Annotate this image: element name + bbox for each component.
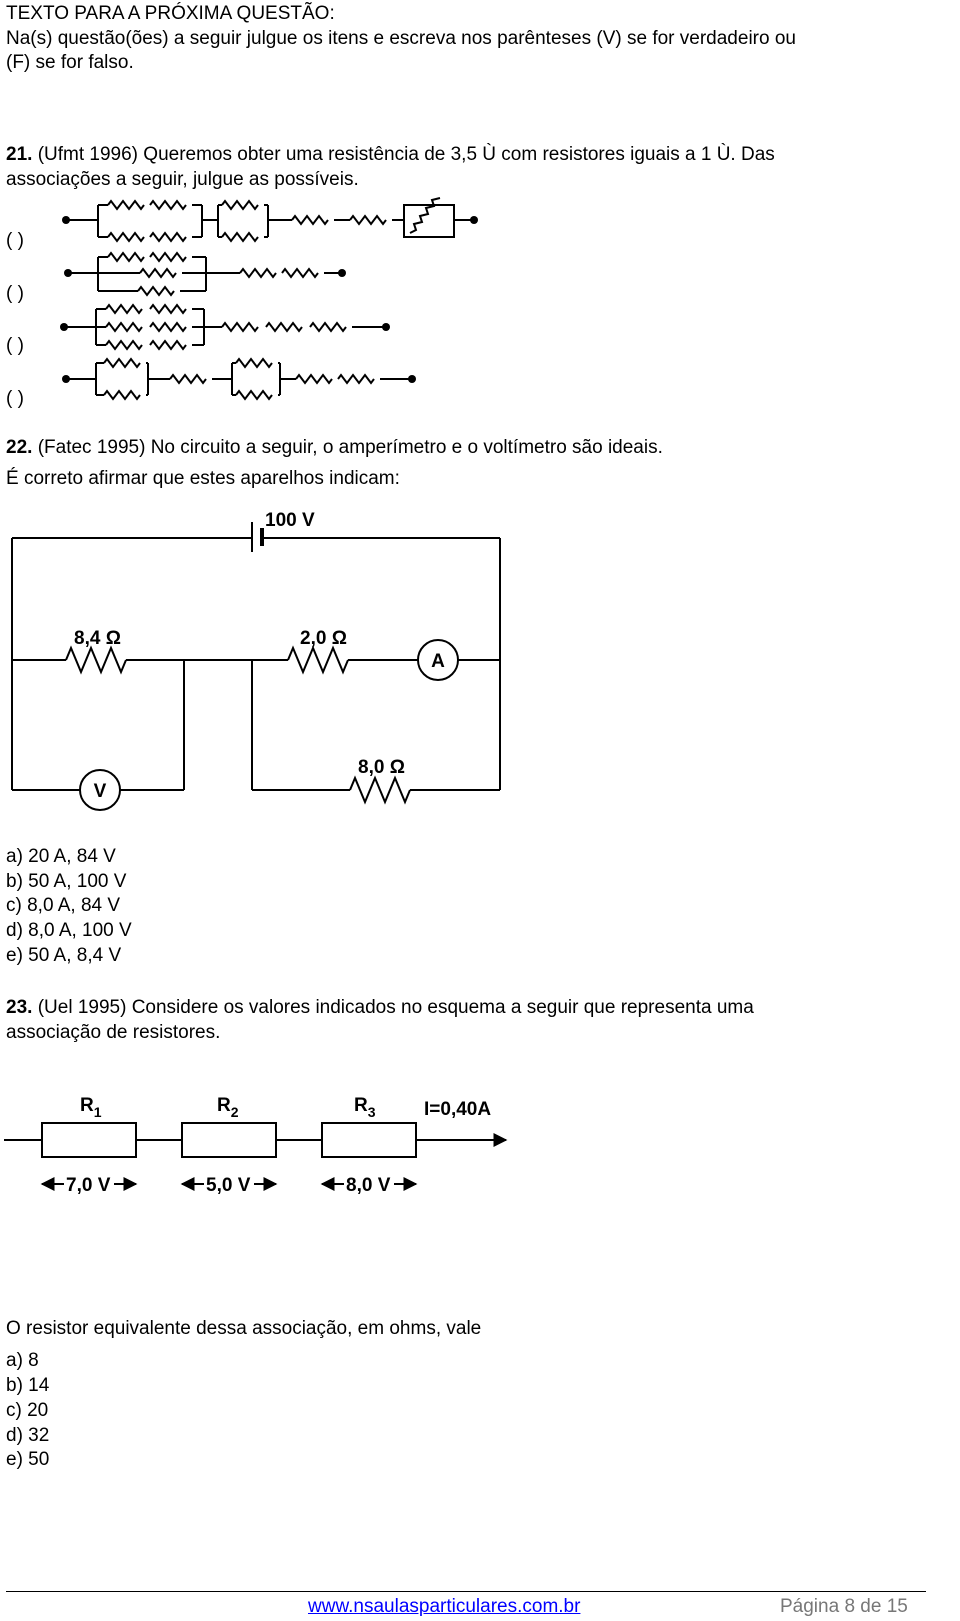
header-instruction: Na(s) questão(ões) a seguir julgue os itens e escreva nos parênteses (V) se for verdadeiro ou (6, 28, 796, 49)
v3-label: 8,0 V (346, 1175, 391, 1196)
q23-option-b[interactable]: b) 14 (6, 1375, 50, 1396)
q21-circuit-1 (62, 198, 478, 241)
q22-line1 (6, 436, 663, 460)
q23-line1 (6, 996, 754, 1020)
q21-item4-mark[interactable]: ( ) (6, 388, 24, 409)
r1-label: 8,4 Ω (74, 628, 121, 649)
q22-option-a[interactable]: a) 20 A, 84 V (6, 846, 116, 867)
ammeter-label: A (431, 651, 445, 672)
footer-website-link[interactable]: www.nsaulasparticulares.com.br (308, 1596, 581, 1617)
r3-label: 8,0 Ω (358, 757, 405, 778)
q22-circuit (0, 500, 520, 820)
r2-label: $R_2$ (217, 1095, 239, 1120)
resistor-r3 (322, 1123, 416, 1157)
q22-option-e[interactable]: e) 50 A, 8,4 V (6, 945, 122, 966)
q21-text: (Ufmt 1996) Queremos obter uma resistência de 3,5 Ù com resistores iguais a 1 Ù. Das (37, 144, 775, 165)
q22-option-c[interactable]: c) 8,0 A, 84 V (6, 895, 121, 916)
resistor-r1 (42, 1123, 136, 1157)
r2-label: 2,0 Ω (300, 628, 347, 649)
v1-label: 7,0 V (66, 1175, 111, 1196)
q22-option-d[interactable]: d) 8,0 A, 100 V (6, 920, 132, 941)
resistor-2-0 (288, 648, 348, 672)
q21-line2: associações a seguir, julgue as possíveis. (6, 169, 359, 190)
q23-question: O resistor equivalente dessa associação, em ohms, vale (6, 1318, 482, 1339)
q23-line2: associação de resistores. (6, 1022, 221, 1043)
q21-circuit-3 (60, 305, 390, 349)
footer-divider (6, 1591, 926, 1592)
q21-number: 21. (6, 144, 33, 165)
header-instruction-cont: (F) se for falso. (6, 52, 134, 73)
q23-number: 23. (6, 997, 33, 1018)
source-label: 100 V (265, 510, 315, 531)
q22-line2: É correto afirmar que estes aparelhos indicam: (6, 468, 400, 489)
current-label: I=0,40A (424, 1099, 492, 1120)
q22-option-b[interactable]: b) 50 A, 100 V (6, 871, 127, 892)
q21-item3-mark[interactable]: ( ) (6, 335, 24, 356)
footer-page-number: Página 8 de 15 (780, 1596, 908, 1617)
q21-item2-mark[interactable]: ( ) (6, 283, 24, 304)
q21-item1-mark[interactable]: ( ) (6, 230, 24, 251)
q23-option-a[interactable]: a) 8 (6, 1350, 39, 1371)
q21-line1 (6, 143, 775, 167)
v2-label: 5,0 V (206, 1175, 251, 1196)
q21-circuit-diagrams (0, 195, 500, 405)
q22-number: 22. (6, 437, 33, 458)
r1-label: $R_1$ (80, 1095, 102, 1120)
resistor-8-4 (66, 648, 126, 672)
q23-diagram (0, 1085, 520, 1205)
r3-label: $R_3$ (354, 1095, 376, 1120)
q23-option-c[interactable]: c) 20 (6, 1400, 49, 1421)
q23-option-e[interactable]: e) 50 (6, 1449, 50, 1470)
header-title: TEXTO PARA A PRÓXIMA QUESTÃO: (6, 3, 335, 24)
q23-text: (Uel 1995) Considere os valores indicados no esquema a seguir que representa uma (37, 997, 754, 1018)
voltmeter-label: V (93, 781, 107, 802)
q21-circuit-4 (62, 359, 416, 399)
resistor-8-0 (350, 778, 410, 802)
resistor-r2 (182, 1123, 276, 1157)
q23-option-d[interactable]: d) 32 (6, 1425, 50, 1446)
q21-circuit-2 (64, 253, 346, 295)
q22-text: (Fatec 1995) No circuito a seguir, o amperímetro e o voltímetro são ideais. (37, 437, 663, 458)
